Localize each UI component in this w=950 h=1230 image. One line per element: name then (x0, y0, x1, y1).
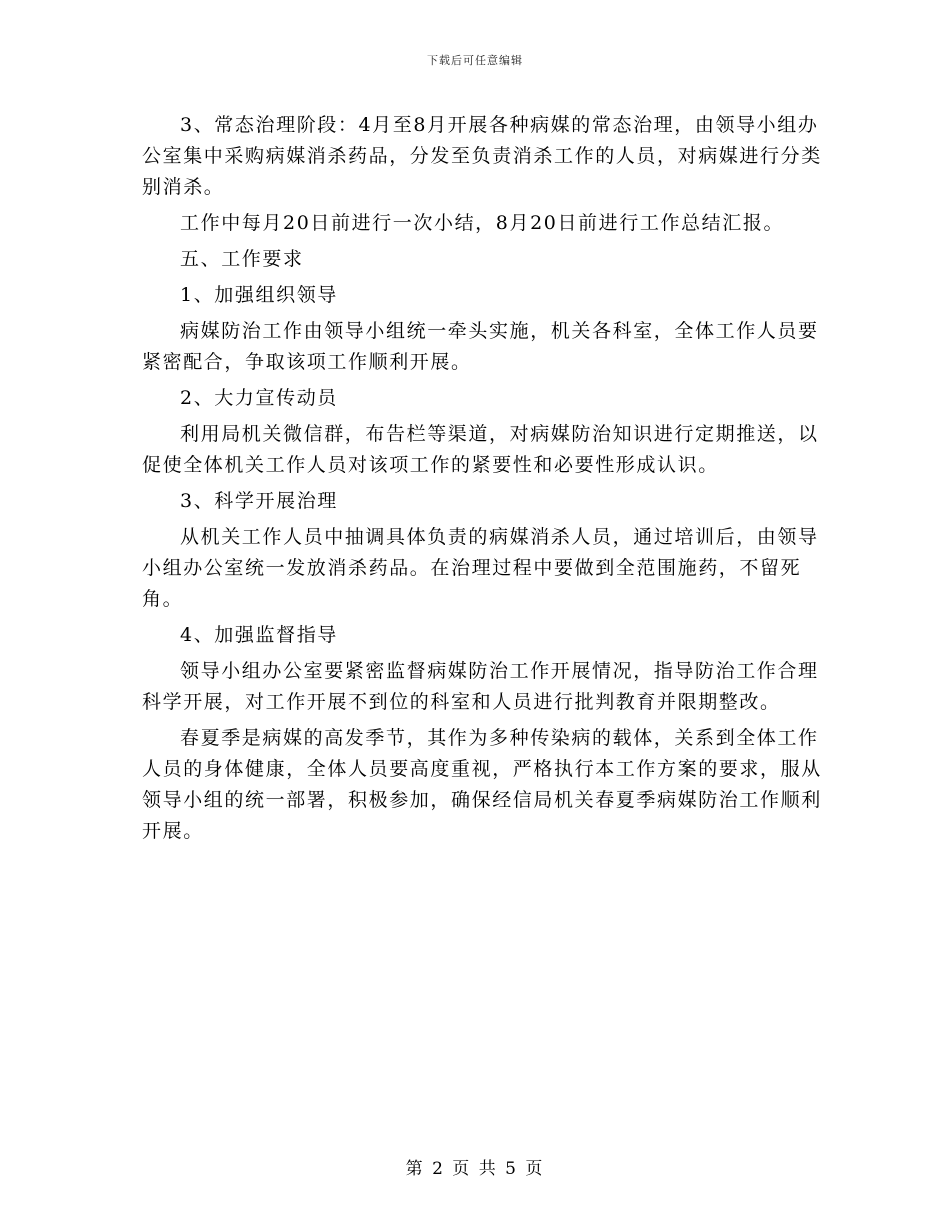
paragraph-publicity: 利用局机关微信群，布告栏等渠道，对病媒防治知识进行定期推送，以促使全体机关工作人员对该项工作的紧要性和必要性形成认识。 (142, 423, 819, 476)
section-heading-work-requirements: 五、工作要求 (180, 248, 304, 270)
paragraph-summary-schedule: 工作中每月20日前进行一次小结，8月20日前进行工作总结汇报。 (180, 212, 785, 234)
subheading-organization: 1、加强组织领导 (180, 284, 338, 306)
page-number: 第 2 页 共 5 页 (405, 1159, 545, 1179)
paragraph-conclusion: 春夏季是病媒的高发季节，其作为多种传染病的载体，关系到全体工作人员的身体健康，全体人员要高度重视，严格执行本工作方案的要求，服从领导小组的统一部署，积极参加，确保经信局机关春夏季病媒防治工作顺利开展。 (142, 727, 822, 842)
subheading-supervision: 4、加强监督指导 (180, 624, 338, 646)
page-header-note: 下载后可任意编辑 (427, 54, 523, 67)
paragraph-organization: 病媒防治工作由领导小组统一牵头实施，机关各科室，全体工作人员要紧密配合，争取该项工作顺利开展。 (142, 320, 819, 373)
paragraph-scientific-treatment: 从机关工作人员中抽调具体负责的病媒消杀人员，通过培训后，由领导小组办公室统一发放消杀药品。在治理过程中要做到全范围施药，不留死角。 (142, 526, 819, 610)
subheading-publicity: 2、大力宣传动员 (180, 387, 338, 409)
subheading-scientific-treatment: 3、科学开展治理 (180, 490, 338, 512)
document-body (142, 110, 822, 852)
paragraph-supervision: 领导小组办公室要紧密监督病媒防治工作开展情况，指导防治工作合理科学开展，对工作开展不到位的科室和人员进行批判教育并限期整改。 (142, 660, 819, 713)
paragraph-routine-phase: 3、常态治理阶段：4月至8月开展各种病媒的常态治理，由领导小组办公室集中采购病媒消杀药品，分发至负责消杀工作的人员，对病媒进行分类别消杀。 (142, 114, 822, 198)
